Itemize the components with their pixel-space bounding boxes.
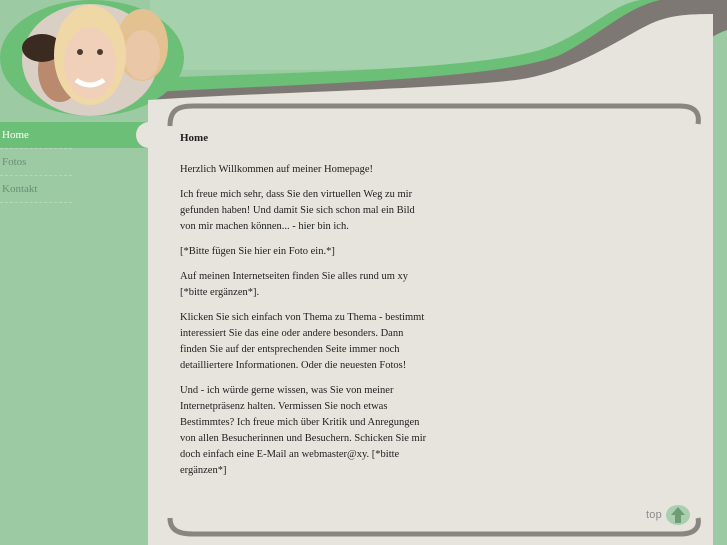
nav-item-label: Home [2,129,29,141]
article-paragraph: Ich freue mich sehr, dass Sie den virtuellen Weg zu mir gefunden haben! Und damit Sie sich schon mal ein Bild von mir machen können... - hier bin ich. [180,189,415,232]
content-panel [148,0,713,545]
nav-item-label: Kontakt [2,183,38,195]
top-label: top [646,509,662,521]
nav-item-label: Fotos [2,156,27,168]
page-title: Home [180,132,209,144]
article-paragraph: Klicken Sie sich einfach von Thema zu Thema - bestimmt interessiert Sie das eine oder andere besonders. Dann finden Sie auf der entsprechenden Seite immer noch detailliertere Informationen. Oder die neuesten Fotos! [180,312,425,371]
article-paragraph: [*Bitte fügen Sie hier ein Foto ein.*] [180,246,335,257]
nav-item-kontakt[interactable] [0,176,150,202]
back-to-top-button[interactable] [646,504,691,526]
article-paragraph: Und - ich würde gerne wissen, was Sie von meiner Internetpräsenz halten. Vermissen Sie noch etwas Bestimmtes? Ich freue mich über Kritik und Anregungen von allen Besucherinnen und Besuchern. Schicken Sie mir doch einfach eine E-Mail an webmaster@xy. [*bitte ergänzen*] [180,385,427,476]
sidebar-nav [0,122,150,203]
nav-divider [0,202,72,203]
article-paragraph: Auf meinen Internetseiten finden Sie alles rund um xy [*bitte ergänzen*]. [180,271,409,298]
article [180,130,430,488]
arrow-up-icon [665,504,691,526]
nav-item-home[interactable] [0,122,150,148]
nav-item-fotos[interactable] [0,149,150,175]
article-paragraph: Herzlich Willkommen auf meiner Homepage! [180,164,373,175]
